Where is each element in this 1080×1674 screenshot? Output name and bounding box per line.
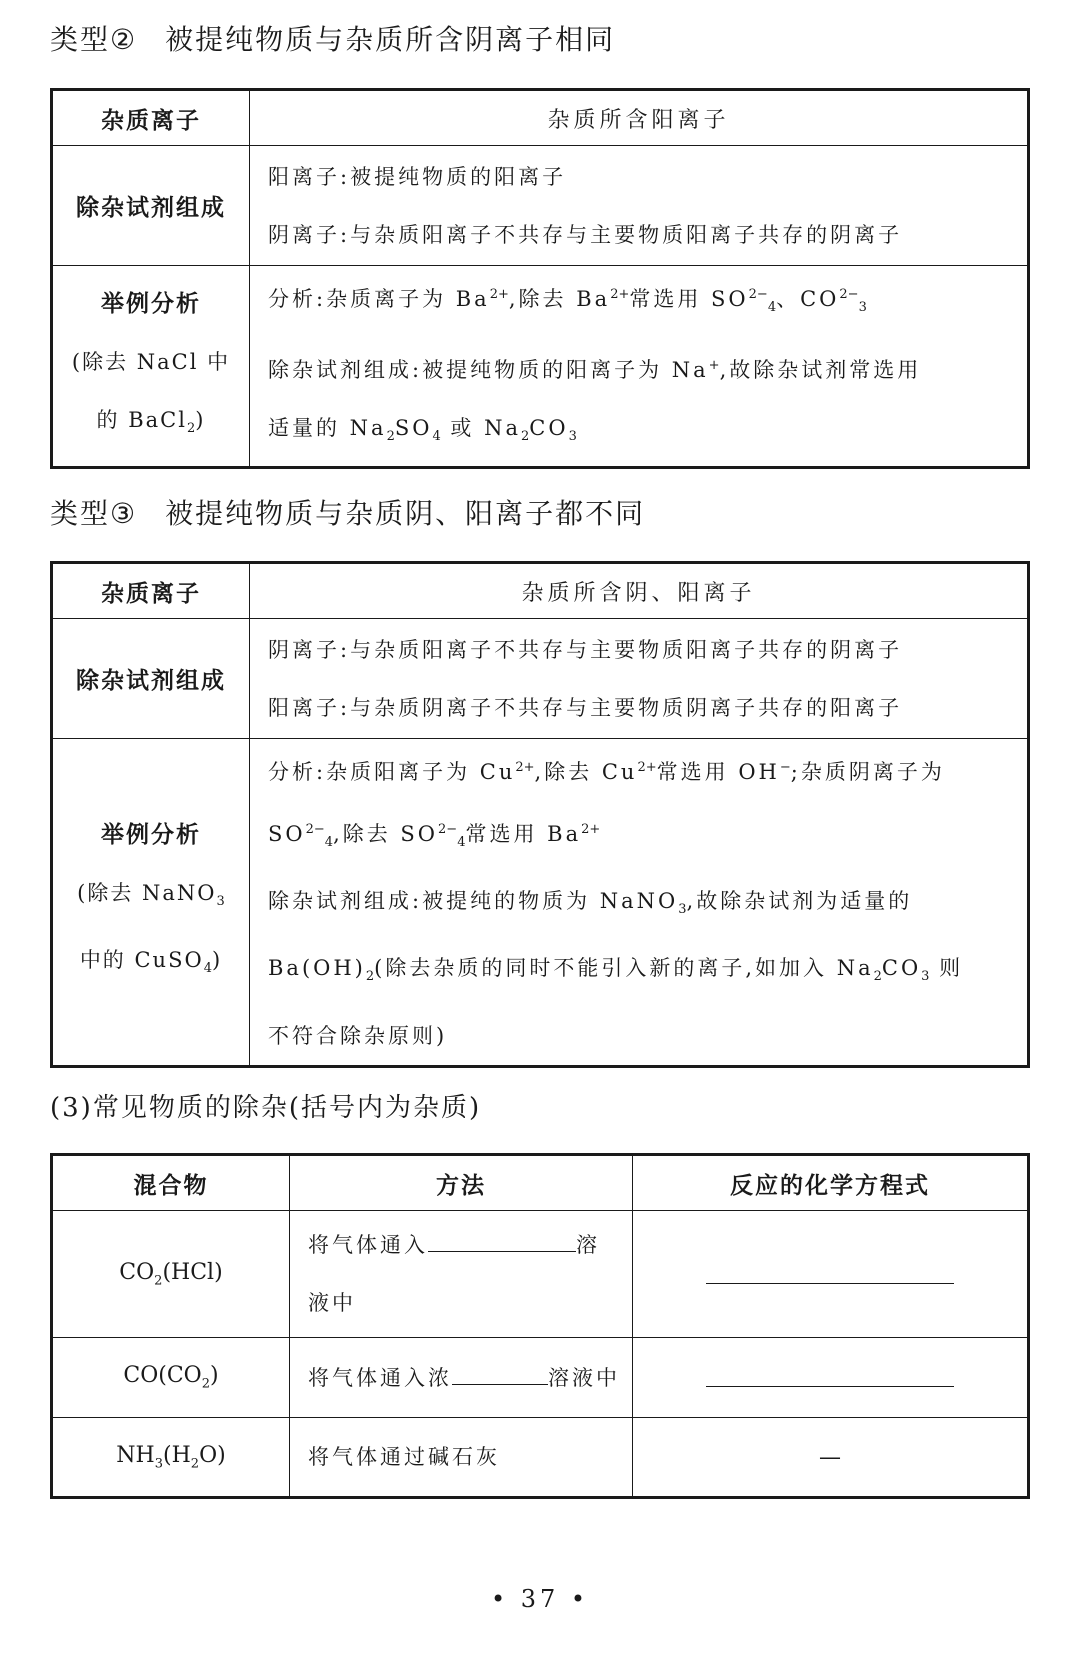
- s2-reagent2-text-c: SO: [394, 416, 433, 441]
- p3-r1-mix-c: (HCl): [162, 1259, 223, 1285]
- s3-row1-label: 除杂试剂组成: [76, 668, 226, 694]
- s2-analysis-sup-b: 2+: [489, 287, 509, 302]
- s2-row1-label: 除杂试剂组成: [76, 195, 226, 221]
- s2-analysis-text-c: ,除去 Ba: [508, 287, 611, 311]
- p3-r1-equation[interactable]: [633, 1211, 1029, 1338]
- s2-reagent2-sub-b: 2: [386, 429, 395, 445]
- section2-table: [50, 88, 1030, 469]
- page-number: • 37 •: [490, 1585, 590, 1613]
- s3-l2-b: 2−: [305, 822, 325, 837]
- p3-r3-mix-c: (H: [163, 1442, 191, 1468]
- s2-analysis-text-h: 、CO: [776, 287, 840, 311]
- s3-row1-content: [250, 619, 1029, 739]
- s3-row2-label: 举例分析: [101, 821, 201, 848]
- p3-r2-method: [290, 1338, 633, 1418]
- s2-header-right: 杂质所含阳离子: [250, 90, 1029, 146]
- s2-analysis-sub-g: 4: [767, 300, 777, 316]
- s3-row2-sub2-end: ): [211, 947, 223, 972]
- s3-header-left: 杂质离子: [52, 563, 250, 619]
- s3-row2-sub2-text: 中的 CuSO: [79, 947, 204, 972]
- part3-title: (3)常见物质的除杂(括号内为杂质): [50, 1093, 482, 1123]
- s3-l4-d: 2: [873, 969, 882, 985]
- s2-reagent2-sub-h: 3: [568, 429, 577, 445]
- s2-row2-content: [250, 266, 1029, 468]
- s3-row2-label-cell: [52, 739, 250, 1067]
- s2-analysis-text-e: 常选用 SO: [629, 287, 749, 311]
- s3-row2-sub1: [53, 864, 249, 931]
- p3-r2-mix-b: 2: [201, 1376, 210, 1392]
- s3-row2-sub2: [53, 931, 249, 998]
- s3-l1-a: 分析:杂质阳离子为 Cu: [268, 760, 516, 784]
- s3-reagent-line1: [250, 872, 1027, 939]
- p3-r1-method-line1: [290, 1216, 632, 1274]
- s2-reagent-text-a: 除杂试剂组成:被提纯物质的阳离子为 Na: [268, 358, 709, 383]
- s2-header-left: 杂质离子: [52, 90, 250, 146]
- p3-r2-mix-a: CO(CO: [123, 1363, 202, 1389]
- p3-r1-method-a: 将气体通入: [308, 1233, 428, 1257]
- s2-reagent2-text-e: 或 Na: [440, 416, 521, 441]
- s2-row1-line2: 阴离子:与杂质阳离子不共存与主要物质阳离子共存的阴离子: [268, 222, 903, 247]
- s2-analysis-sub-j: 3: [858, 300, 867, 316]
- s2-analysis-sup-d: 2+: [610, 287, 630, 302]
- s3-l1-f: −: [779, 760, 791, 775]
- p3-r2-equation[interactable]: [633, 1338, 1029, 1418]
- s2-reagent-line1: [250, 337, 1027, 399]
- s2-row2-sub2-end: ): [195, 407, 206, 432]
- s3-l4-f: 3: [921, 969, 930, 985]
- s2-reagent-text-c: ,故除杂试剂常选用: [719, 358, 922, 383]
- p3-r3-method-line: 将气体通过碱石灰: [308, 1445, 500, 1469]
- p3-header-mixture: 混合物: [52, 1155, 290, 1211]
- s3-l4-c: (除去杂质的同时不能引入新的离子,如加入 Na: [374, 956, 874, 981]
- s3-l1-e: 常选用 OH: [656, 760, 780, 784]
- s2-row1-line1: 阳离子:被提纯物质的阳离子: [268, 164, 567, 189]
- section2-title-text: 被提纯物质与杂质所含阴离子相同: [165, 23, 616, 56]
- s2-row2-sub1: (除去 NaCl 中: [71, 349, 231, 374]
- s3-l1-g: ;杂质阴离子为: [790, 760, 945, 784]
- p3-r3-mix-b: 3: [154, 1456, 164, 1472]
- p3-r3-method: [290, 1418, 633, 1498]
- s3-l2-e: 2−: [438, 822, 458, 837]
- s2-reagent2-sub-d: 4: [432, 429, 441, 445]
- s3-row2-sub1-text: (除去 NaNO: [77, 880, 217, 905]
- p3-r1-equation-blank[interactable]: [706, 1261, 954, 1284]
- p3-r2-method-a: 将气体通入浓: [308, 1365, 452, 1390]
- p3-header-equation: 反应的化学方程式: [633, 1155, 1029, 1211]
- s3-l4-e: CO: [881, 956, 922, 981]
- s2-row2-sub2: [53, 391, 249, 458]
- s3-l2-d: ,除去 SO: [333, 822, 439, 846]
- p3-r1-method: [290, 1211, 633, 1338]
- s2-reagent-sup-b: +: [708, 358, 720, 374]
- s3-reagent-line3: 不符合除杂原则): [268, 1023, 448, 1048]
- s2-row1-content: [250, 146, 1029, 266]
- p3-header-method: 方法: [290, 1155, 633, 1211]
- s3-l4-b: 2: [365, 969, 375, 985]
- s3-l2-g: 常选用 Ba: [465, 822, 582, 846]
- s3-l1-c: ,除去 Cu: [534, 760, 638, 784]
- section3-table: [50, 561, 1030, 1068]
- section3-title: [50, 492, 645, 532]
- section2-title: [50, 18, 615, 58]
- s3-row1-label-cell: [52, 619, 250, 739]
- p3-r2-blank[interactable]: [452, 1362, 548, 1385]
- p3-r1-method-line2: 液中: [308, 1291, 356, 1315]
- s3-l3-b: 3: [678, 902, 687, 918]
- section3-title-text: 被提纯物质与杂质阴、阳离子都不同: [165, 497, 646, 530]
- s2-row2-sub2-text: 的 BaCl: [96, 407, 187, 432]
- s3-l3-c: ,故除杂试剂为适量的: [686, 889, 913, 914]
- s3-l2-f: 4: [457, 835, 466, 851]
- part3-table: [50, 1153, 1030, 1499]
- s3-row1-line2: 阳离子:与杂质阴离子不共存与主要物质阴离子共存的阳离子: [268, 695, 903, 720]
- s3-row2-sub1-sub: 3: [216, 893, 225, 909]
- s2-reagent-line2: [250, 399, 1027, 466]
- s2-row2-sub2-sub: 2: [186, 420, 196, 436]
- s3-l4-a: Ba(OH): [268, 956, 366, 981]
- s3-l1-d: 2+: [637, 760, 657, 775]
- p3-r1-mix-b: 2: [154, 1273, 163, 1289]
- s3-l1-b: 2+: [515, 760, 535, 775]
- s3-analysis-line1: [250, 739, 1027, 801]
- p3-r1-mix-a: CO: [119, 1259, 155, 1285]
- p3-r1-blank[interactable]: [428, 1229, 576, 1252]
- p3-r3-mix-e: O): [199, 1442, 226, 1468]
- p3-r1-method-b: 溶: [576, 1233, 600, 1257]
- s2-row1-label-cell: [52, 146, 250, 266]
- p3-r2-equation-blank[interactable]: [706, 1364, 954, 1387]
- s3-reagent-line2: [250, 939, 1027, 1006]
- s2-reagent2-sub-f: 2: [521, 429, 530, 445]
- section3-title-prefix: 类型③: [50, 497, 138, 530]
- s2-row2-label: 举例分析: [101, 290, 201, 317]
- p3-r1-mixture: [52, 1211, 290, 1338]
- s3-l2-a: SO: [268, 822, 306, 846]
- p3-r2-method-b: 溶液中: [548, 1365, 620, 1390]
- s3-row2-sub2-sub: 4: [203, 960, 212, 976]
- p3-r3-equation: —: [633, 1418, 1029, 1498]
- s3-l3-a: 除杂试剂组成:被提纯的物质为 NaNO: [268, 889, 679, 914]
- s2-analysis-line: [250, 266, 1027, 337]
- s2-analysis-sup-f: 2−: [748, 287, 768, 302]
- s3-l4-g: 则: [929, 956, 964, 981]
- s2-analysis-text-a: 分析:杂质离子为 Ba: [268, 287, 490, 311]
- s3-l2-c: 4: [324, 835, 334, 851]
- section2-title-prefix: 类型②: [50, 23, 138, 56]
- p3-r3-mixture: [52, 1418, 290, 1498]
- s2-reagent2-text-a: 适量的 Na: [268, 416, 387, 441]
- p3-r3-mix-d: 2: [190, 1456, 200, 1472]
- s3-row1-line1: 阴离子:与杂质阳离子不共存与主要物质阳离子共存的阴离子: [268, 637, 903, 662]
- p3-r2-mix-c: ): [210, 1363, 219, 1389]
- p3-r2-method-line: [290, 1349, 632, 1407]
- p3-r3-mix-a: NH: [116, 1442, 155, 1468]
- p3-r2-mixture: [52, 1338, 290, 1418]
- s3-analysis-line2: [250, 801, 1027, 872]
- s3-header-right: 杂质所含阴、阳离子: [250, 563, 1029, 619]
- s2-reagent2-text-g: CO: [529, 416, 569, 441]
- s3-row2-content: [250, 739, 1029, 1067]
- s2-row2-label-cell: [52, 266, 250, 468]
- s2-analysis-sup-i: 2−: [839, 287, 859, 302]
- s3-l2-h: 2+: [581, 822, 601, 837]
